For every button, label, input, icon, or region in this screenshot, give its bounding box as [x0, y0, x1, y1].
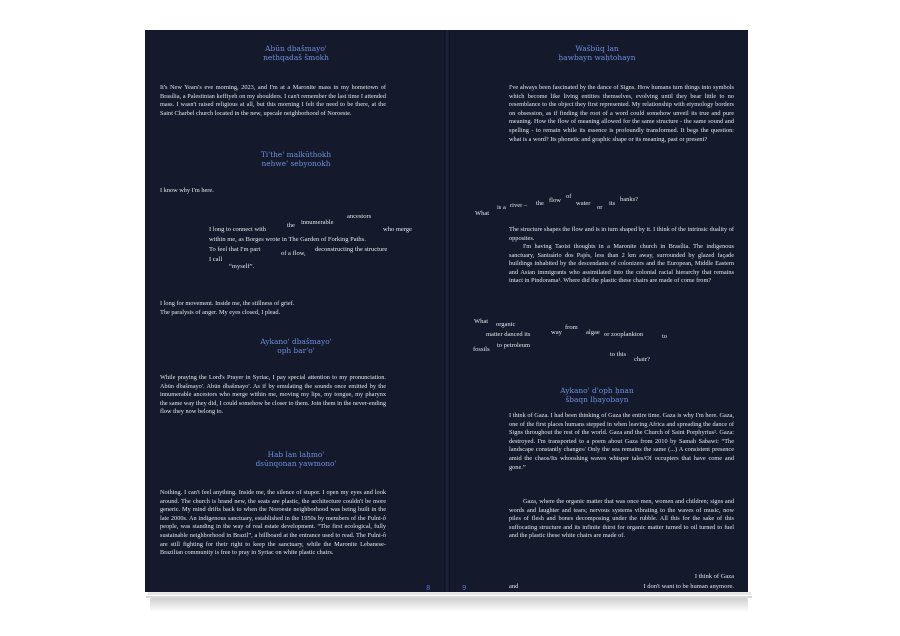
verse-heading — [446, 386, 748, 404]
poem-word: river – — [510, 202, 528, 209]
poem-word: who merge — [383, 226, 412, 233]
heading-line: dsūnqonan yawmono' — [255, 459, 337, 468]
poem-word: ancestors — [347, 213, 372, 220]
paragraph: Gaza, where the organic matter that was once men, women and children; signs and words and laughter and tears; nervous systems vibrating to the waves of music, now piles of flesh and bones decomposing under the rubble. All this for the sake of this suffocating structure and its infinite thirst for organic matter turned to oil turned to fuel and the plastic these white chairs are made of. — [509, 498, 734, 540]
verse-heading — [145, 44, 447, 62]
poem-word: its — [609, 200, 616, 207]
poem-word: from — [565, 324, 578, 331]
paragraph: I'm having Taoist thoughts in a Maronite church in Brasília. The indigenous sanctuary, Santuário dos Pajés, less than 2 km away, surrounded by glazed façade buildings inhabited by the descendants of colonizers and the European, Middle Eastern and Asian immigrants who assimilated into the colonial racial hierarchy that remains intact in Pindorama¹. Where did the plastic these chairs are made of come from? — [509, 243, 734, 285]
page-edge — [148, 592, 751, 595]
poem-word: flow — [549, 197, 561, 204]
closing-line: I think of Gaza — [694, 573, 734, 580]
poem-word: the — [287, 222, 295, 229]
poem-word: is a — [497, 204, 506, 211]
heading-line: nehwe' sebyonokh — [261, 159, 331, 168]
heading-line: ḥawbayn waḥtohayn — [558, 53, 636, 62]
poem-word: or — [597, 204, 603, 211]
closing-line: I don't want to be human anymore. — [643, 583, 734, 590]
paragraph: Nothing. I can't feel anything. Inside me, the silence of stupor. I open my eyes and look around. The church is brand new, the seats are plastic, the architecture couldn't be more generic. My mind drifts back to when the Noroeste neighborhood was being built in the late 2000s. An indigenous sanctuary, established in the 1950s by members of the Fulni-ô people, was standing in the way of real estate development. “The first ecological, fully sustainable neighborhood in Brazil”, a billboard at the entrance used to read. The Fulni-ô are still fighting for their right to keep the sanctuary, while the Maronite Lebanese-Brazilian community is free to pray in Syriac on white plastic chairs. — [160, 489, 386, 557]
verse-heading — [145, 337, 447, 355]
paragraph-line: The paralysis of anger. My eyes closed, I plead. — [160, 308, 281, 316]
poem-word: way — [551, 329, 562, 336]
left-page — [145, 30, 447, 592]
heading-line: Wašbūq lan — [575, 44, 619, 53]
poem-word: What — [475, 210, 490, 217]
heading-line: Hab lan laḥmo' — [267, 450, 325, 459]
poem-word: to — [662, 333, 668, 340]
heading-line: Aykano' dbašmayo' — [260, 337, 332, 346]
closing-word: and — [509, 583, 519, 590]
paragraph-line: I long for movement. Inside me, the stillness of grief. — [160, 300, 295, 307]
right-page — [446, 30, 748, 592]
paragraph — [160, 300, 386, 317]
heading-line: Ti'the' malkūthokh — [260, 150, 332, 159]
verse-heading — [145, 150, 447, 168]
paragraph: I've always been fascinated by the dance of Signs. How humans turn things into symbols which become like living entities themselves, evolving until they bear little to no resemblance to the object they first represented. My relationship with etymology borders on obsession, as if finding the root of a word could somehow unveil its true and pure meaning. How the flow of meaning allowed for the same structure - the same sound and spelling - to remain while its essence is profoundly transformed. It begs the question: what is a word? Its phonetic and graphic shape or its meaning, past or present? — [509, 84, 734, 143]
poem-word: matter danced its — [486, 331, 531, 338]
heading-line: nethqadaš šmokh — [263, 53, 329, 62]
poem-line: within me, as Borges wrote in The Garden of Forking Paths. — [209, 236, 366, 243]
poem-word: water — [576, 200, 591, 207]
poem-word: to petroleum — [497, 342, 531, 349]
verse-heading — [446, 44, 748, 62]
page-number: 9 — [462, 584, 467, 592]
poem-word: or zooplankton — [604, 331, 644, 338]
verse-heading — [145, 450, 447, 468]
poem-word: to this — [610, 351, 627, 358]
heading-line: Abūn dbašmayo' — [265, 44, 327, 53]
paragraph: I know why I'm here. — [160, 187, 214, 194]
poem-word: I long to connect with — [209, 226, 267, 233]
paragraph: The structure shapes the flow and is in turn shaped by it. I think of the intrinsic duality of opposites. — [509, 226, 734, 242]
book-gutter — [444, 30, 450, 592]
heading-line: Aykano' d'oph ḥnan — [560, 386, 634, 395]
paragraph: While praying the Lord's Prayer in Syriac, I pay special attention to my pronunciation. Abūn dbašmayo'. Abūn dbašmayo'. As if by emulating the sounds once emitted by the innumerable ancestors who merge within me, moving my lips, my tongue, my pharynx the same way they did, I could somehow be closer to them. Join them in the never-ending flow they now belong to. — [160, 374, 386, 416]
poem-word: I call — [209, 256, 223, 263]
poem-word: organic — [496, 321, 516, 328]
poem-word: What — [474, 318, 489, 325]
poem-word: algae — [586, 329, 600, 336]
poem-word: chair? — [634, 356, 650, 363]
book-shadow — [150, 598, 748, 612]
poem-word: of — [566, 193, 572, 200]
poem-word: innumerable — [301, 219, 334, 226]
poem-word: fossils — [473, 346, 490, 353]
heading-line: šbaqn lḥayobayn — [565, 395, 629, 404]
page-number: 8 — [426, 584, 431, 592]
poem-word: To feel that I'm part — [209, 246, 261, 253]
paragraph: I think of Gaza. I had been thinking of Gaza the entire time. Gaza is why I'm here. Gaza, one of the first places humans stepped in when leaving Africa and spreading the dance of Signs throughout the rest of the world. Gaza and the Church of Saint Porphyrius². Gaza: destroyed. I'm transported to a poem about Gaza from 2010 by Samah Sabawi: “The landscape constantly changes/ Only the sea remains the same (...) A consistent presence amid the chaos/Its whooshing waves whisper tales/Of occupiers that have come and gone.” — [509, 412, 734, 471]
poem-word: banks? — [620, 196, 639, 203]
paragraph: It's New Years's eve morning, 2023, and I'm at a Maronite mass in my hometown of Brasília, a Palestinian keffiyeh on my shoulders. I can't remember the last time I attended mass. I wasn't raised religious at all, but this morning I felt the need to be there, at the Saint Charbel church located in the new, upscale neighborhood of Noroeste. — [160, 84, 386, 117]
poem-word: deconstructing the structure — [315, 246, 388, 253]
heading-line: oph bar'o' — [277, 346, 315, 355]
poem-word: of a flow, — [281, 250, 306, 257]
poem-word: the — [536, 200, 544, 207]
poem-word: “myself”. — [229, 263, 255, 270]
